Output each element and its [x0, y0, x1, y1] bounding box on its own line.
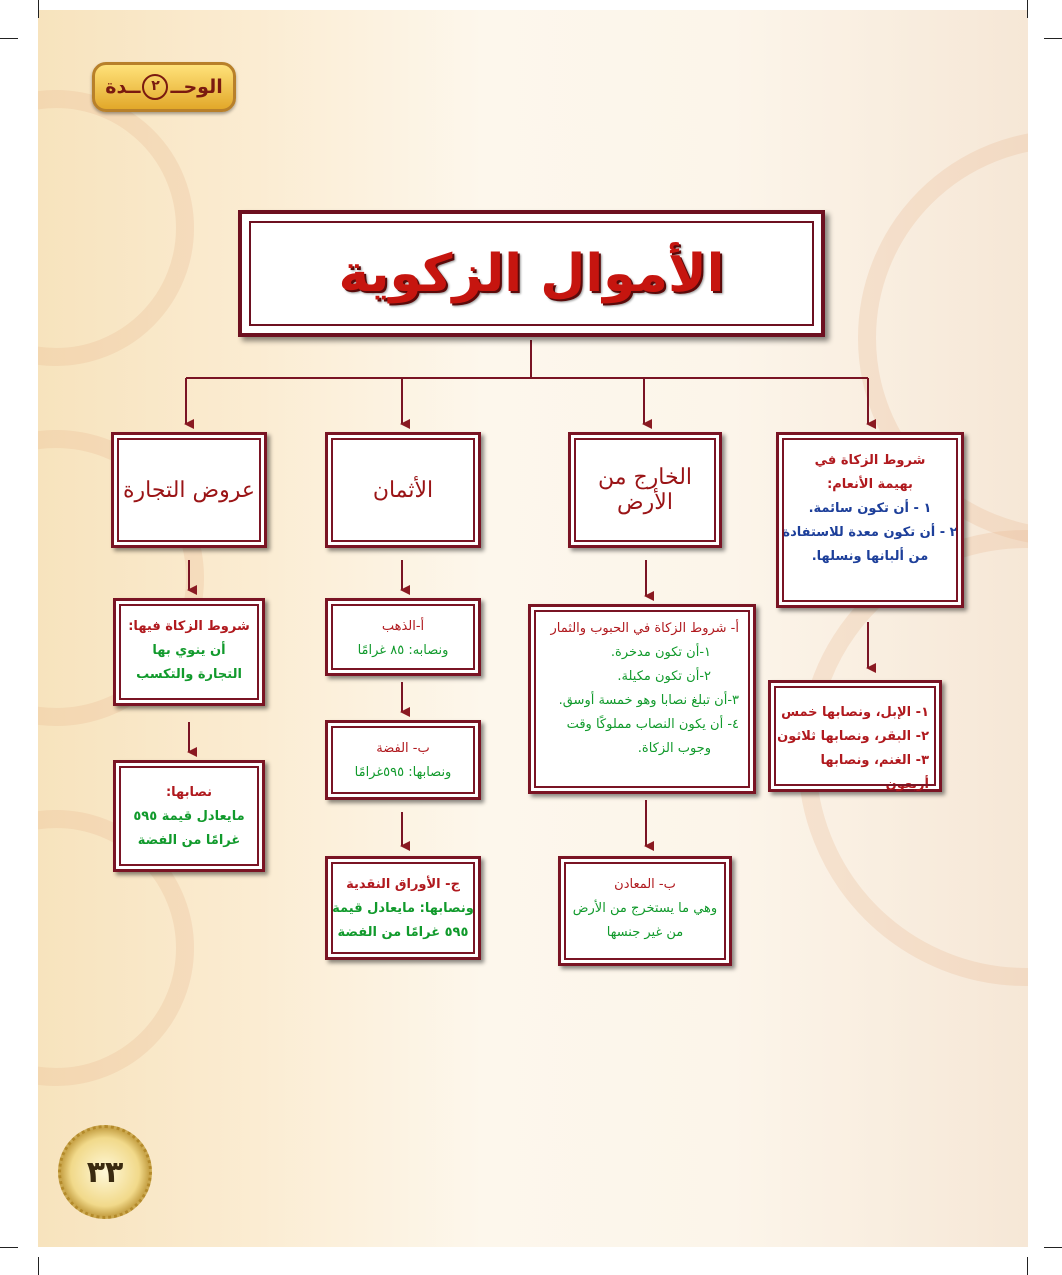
paper-line: ج- الأوراق النقدية — [346, 877, 460, 892]
grains-line: وجوب الزكاة. — [637, 741, 711, 756]
livestock-nisab-line: ٢- البقر، ونصابها ثلاثون — [777, 729, 929, 744]
trade-nisab-line: نصابها: — [165, 785, 213, 800]
minerals-line: من غير جنسها — [606, 925, 684, 940]
category-trade-label: عروض التجارة — [123, 477, 255, 503]
category-livestock — [776, 432, 964, 608]
unit-label-end: ــدة — [105, 76, 141, 98]
title-box — [238, 210, 825, 337]
unit-label-start: الوحــ — [170, 76, 223, 98]
gold-box — [325, 598, 481, 676]
livestock-line: ٢ - أن تكون معدة للاستفادة — [782, 525, 958, 540]
page-number: ٣٣ — [86, 1154, 124, 1190]
trade-cond-line: التجارة والتكسب — [136, 667, 242, 682]
page-number-medallion — [58, 1125, 152, 1219]
gold-line: أ-الذهب — [381, 619, 425, 634]
category-prices-label: الأثمان — [372, 477, 434, 503]
minerals-line: وهي ما يستخرج من الأرض — [572, 901, 718, 916]
silver-line: ب- الفضة — [376, 741, 430, 756]
category-prices — [325, 432, 481, 548]
grains-line: ٢-أن تكون مكيلة. — [617, 669, 711, 684]
grains-line: ١-أن تكون مدخرة. — [610, 645, 711, 660]
livestock-line: بهيمة الأنعام: — [827, 477, 913, 492]
gold-line: ونصابه: ٨٥ غرامًا — [357, 643, 449, 658]
livestock-line: من ألبانها ونسلها. — [811, 549, 929, 564]
minerals-box — [558, 856, 732, 966]
trade-conditions-box — [113, 598, 265, 706]
trade-nisab-line: مايعادل قيمة ٥٩٥ — [133, 809, 245, 824]
paper-money-box — [325, 856, 481, 960]
unit-number: ٢ — [142, 74, 168, 100]
category-earth-label: الخارج من الأرض — [597, 465, 693, 515]
grains-line: أ- شروط الزكاة في الحبوب والثمار — [550, 621, 739, 636]
trade-cond-line: أن ينوي بها — [152, 643, 226, 658]
grains-box — [528, 604, 756, 794]
silver-box — [325, 720, 481, 800]
livestock-nisab-line: ١- الإبل، ونصابها خمس — [781, 705, 929, 720]
trade-cond-line: شروط الزكاة فيها: — [128, 619, 250, 634]
minerals-line: ب- المعادن — [614, 877, 676, 892]
livestock-nisab-box — [768, 680, 942, 792]
livestock-line: شروط الزكاة في — [814, 453, 926, 468]
trade-nisab-box — [113, 760, 265, 872]
trade-nisab-line: غرامًا من الفضة — [137, 833, 241, 848]
category-trade — [111, 432, 267, 548]
paper-line: ونصابها: مايعادل قيمة — [332, 901, 474, 916]
livestock-nisab-line: ٣- الغنم، ونصابها أربعون — [820, 753, 929, 792]
category-earth — [568, 432, 722, 548]
page-title: الأموال الزكوية — [338, 243, 725, 304]
livestock-line: ١ - أن تكون سائمة. — [808, 501, 932, 516]
paper-line: ٥٩٥ غرامًا من الفضة — [337, 925, 469, 940]
silver-line: ونصابها: ٥٩٥غرامًا — [354, 765, 452, 780]
grains-line: ٤- أن يكون النصاب مملوكًا وقت — [566, 717, 739, 732]
grains-line: ٣-أن تبلغ نصابا وهو خمسة أوسق. — [558, 693, 739, 708]
